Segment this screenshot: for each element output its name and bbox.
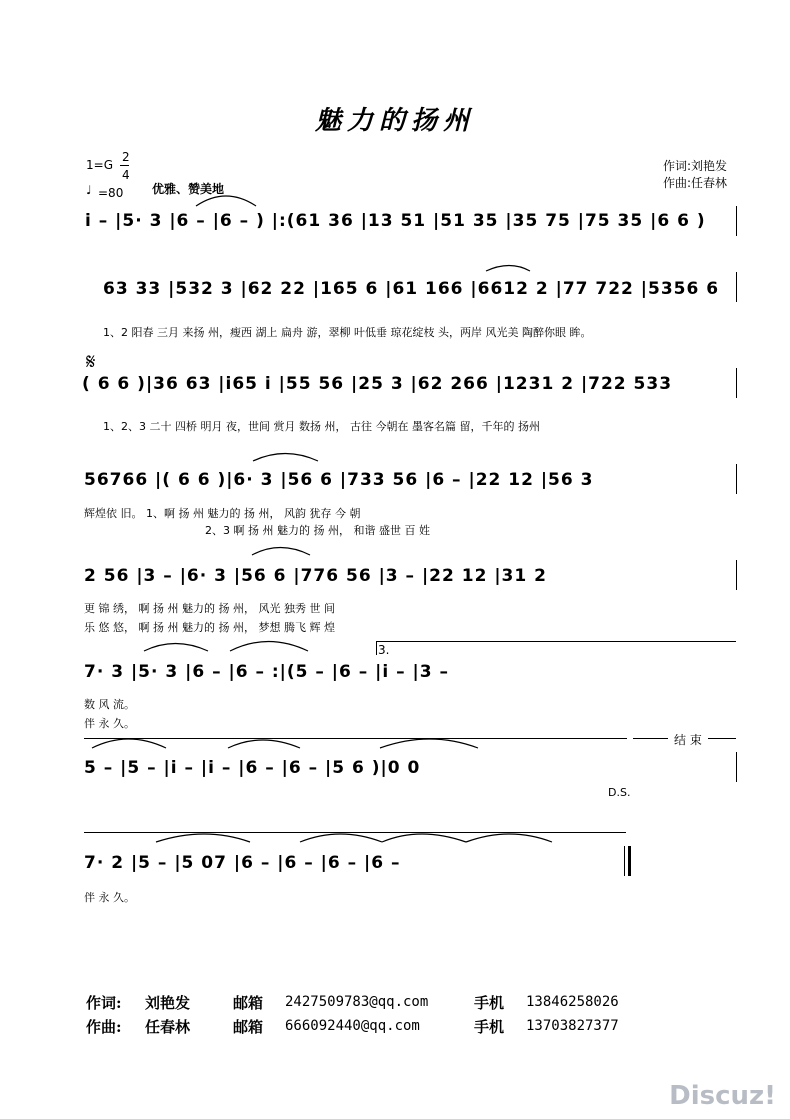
bar-line <box>736 560 737 590</box>
composer-credit: 作曲:任春林 <box>663 176 728 190</box>
time-signature-top: 2 <box>122 150 130 164</box>
footer-phone: 13703827377 <box>526 1018 619 1034</box>
tempo: =80 <box>98 186 124 200</box>
score-system-6: 7· 3 |5· 3 |6 – |6 – :|(5 – |6 – |i – |3 – <box>84 662 450 682</box>
score-system-8: 7· 2 |5 – |5 07 |6 – |6 – |6 – |6 – <box>84 853 401 873</box>
footer-phone-label: 手机 <box>474 1018 505 1036</box>
score-system-4: 56766 |( 6 6 )|6· 3 |56 6 |733 56 |6 – |22 12 |56 3 <box>84 470 594 490</box>
footer-email: 2427509783@qq.com <box>285 994 429 1010</box>
final-bar-line <box>624 846 625 876</box>
lyric-line: 1、2 阳春 三月 来扬 州，瘦西 湖上 扁舟 游，翠柳 叶低垂 琼花绽枝 头，两岸 风光美 陶醉你眼 眸。 <box>103 326 592 339</box>
watermark-logo: Discuz! <box>669 1081 776 1111</box>
lyric-line: 伴 永 久。 <box>84 891 135 904</box>
footer-email-label: 邮箱 <box>233 994 264 1012</box>
score-system-1: i – |5· 3 |6 – |6 – ) |:(61 36 |13 51 |51 35 |35 75 |75 35 |6 6 ) <box>85 211 706 231</box>
footer-composer-name: 任春林 <box>145 1018 191 1036</box>
footer-phone: 13846258026 <box>526 994 619 1010</box>
lyric-line: 辉煌依 旧。 1、啊 扬 州 魅力的 扬 州， 风韵 犹存 今 朝 <box>84 507 361 520</box>
lyric-line: 更 锦 绣， 啊 扬 州 魅力的 扬 州， 风光 独秀 世 间 <box>84 602 335 615</box>
footer-email-label: 邮箱 <box>233 1018 264 1036</box>
dal-segno-mark: D.S. <box>608 786 631 799</box>
footer-lyricist-name: 刘艳发 <box>145 994 191 1012</box>
lyricist-credit: 作词:刘艳发 <box>663 159 728 173</box>
lyric-line: 伴 永 久。 <box>84 717 135 730</box>
expression-mark: 优雅、赞美地 <box>152 182 225 196</box>
bar-line <box>736 368 737 398</box>
lyric-line: 数 风 流。 <box>84 698 135 711</box>
segno-icon: 𝄋 <box>86 350 96 375</box>
song-title: 魅力的扬州 <box>314 106 475 136</box>
bar-line <box>736 272 737 302</box>
footer-lyricist-label: 作词: <box>86 994 122 1012</box>
bar-line <box>736 752 737 782</box>
bar-line <box>736 464 737 494</box>
lyric-line: 1、2、3 二十 四桥 明月 夜，世间 赏月 数扬 州， 古往 今朝在 墨客名篇 留，千年的 扬州 <box>103 420 540 433</box>
lyric-line: 乐 悠 悠， 啊 扬 州 魅力的 扬 州， 梦想 腾飞 辉 煌 <box>84 621 335 634</box>
footer-composer-label: 作曲: <box>86 1018 122 1036</box>
footer-phone-label: 手机 <box>474 994 505 1012</box>
footer-email: 666092440@qq.com <box>285 1018 420 1034</box>
time-signature-bottom: 4 <box>122 168 130 182</box>
score-system-7: 5 – |5 – |i – |i – |6 – |6 – |5 6 )|0 0 <box>84 758 421 778</box>
score-system-3: ( 6 6 )|36 63 |i65 i |55 56 |25 3 |62 266 |1231 2 |722 533 <box>82 374 673 394</box>
key-signature: 1=G <box>86 158 113 172</box>
ending-label: 结 束 <box>668 731 708 748</box>
lyric-line: 2、3 啊 扬 州 魅力的 扬 州， 和谐 盛世 百 姓 <box>205 524 430 537</box>
tempo-note-icon: ♩ <box>86 183 92 197</box>
score-system-5: 2 56 |3 – |6· 3 |56 6 |776 56 |3 – |22 12 |31 2 <box>84 566 547 586</box>
volta-number: 3. <box>378 643 390 657</box>
final-bar-line-thick <box>628 846 631 876</box>
bar-line <box>736 206 737 236</box>
score-system-2: 63 33 |532 3 |62 22 |165 6 |61 166 |6612 2 |77 722 |5356 6 <box>103 279 720 299</box>
